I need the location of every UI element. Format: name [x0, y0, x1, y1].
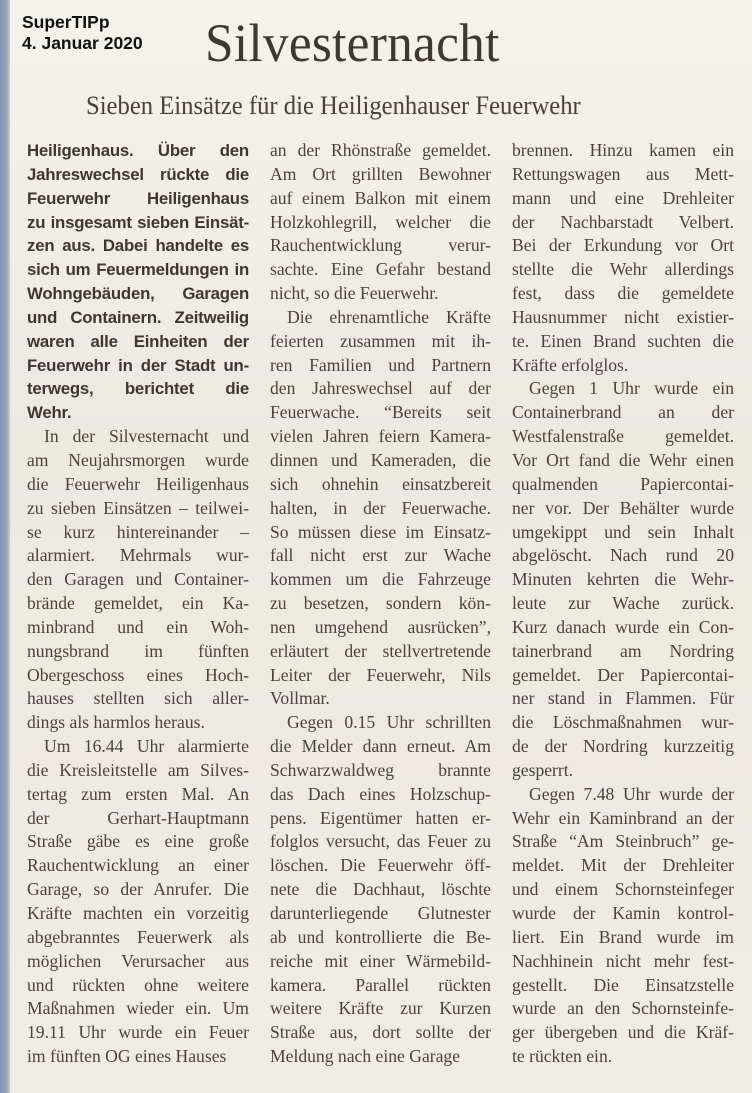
text-line: Jahreswechsel rückte die [27, 164, 249, 184]
text-line: wurde an den Schornsteinfe- [512, 998, 734, 1019]
text-line: die Melder dann erneut. Am [270, 736, 491, 757]
text-line: Meldung nach eine Garage [270, 1046, 461, 1067]
text-line: Vollmar. [270, 688, 330, 709]
text-line: minbrand und ein Woh- [27, 616, 249, 637]
text-line: Leiter der Feuerwehr, Nils [270, 664, 491, 685]
text-line: Gegen 1 Uhr wurde ein [529, 378, 734, 399]
publication-date: 4. Januar 2020 [22, 33, 143, 53]
text-line: mann und eine Drehleiter [512, 187, 734, 208]
text-line: die Feuerwehr Heiligenhaus [27, 473, 249, 494]
text-line: darunterliegende Glutnester [270, 903, 491, 923]
text-line: tertag zum ersten Mal. An [27, 783, 249, 804]
article-column-2 [270, 139, 491, 1069]
text-line: stellte die Wehr allerdings [512, 259, 734, 280]
text-line: alarmiert. Mehrmals wur- [27, 545, 249, 566]
text-line: meldet. Mit der Drehleiter [512, 855, 734, 876]
text-line: qualmenden Papiercontai- [512, 473, 734, 494]
text-line: sich um Feuermeldungen in [27, 260, 249, 280]
text-line: Maßnahmen wieder ein. Um [27, 998, 249, 1019]
text-line: So müssen diese im Einsatz- [270, 521, 491, 542]
text-line: Heiligenhaus. Über den [27, 141, 249, 160]
lead-paragraph [27, 139, 249, 425]
text-line: brände gemeldet, ein Ka- [27, 593, 249, 614]
text-line: ab und kontrollierte die Be- [270, 926, 491, 947]
text-line: gestellt. Die Einsatzstelle [512, 974, 734, 995]
text-line: Obergeschoss eines Hoch- [27, 664, 249, 685]
text-line: tainerbrand am Nordring [512, 640, 734, 661]
text-line: weitere Kräfte zur Kurzen [270, 998, 491, 1019]
text-line: de der Nordring kurzzeitig [512, 736, 734, 757]
text-line: und rückten ohne weitere [27, 974, 249, 995]
article-title: Silvesternacht [205, 13, 500, 73]
text-line: und einem Schornsteinfeger [512, 879, 734, 900]
text-line: Die ehrenamtliche Kräfte [287, 306, 491, 327]
text-line: der Nachbarstadt Velbert. [512, 211, 734, 232]
text-line: erläutert der stellvertretende [270, 640, 491, 661]
paragraph [27, 735, 249, 1069]
text-line: Um 16.44 Uhr alarmierte [44, 736, 249, 757]
text-line: vielen Jahren feiern Kamera- [270, 426, 491, 447]
paragraph [270, 139, 491, 306]
text-line: reiche mit einer Wärmebild- [270, 950, 491, 971]
text-line: folglos versucht, das Feuer zu [270, 831, 491, 852]
text-line: das Dach eines Holzschup- [270, 783, 491, 804]
text-line: gesperrt. [512, 759, 574, 780]
text-line: Straße aus, dort sollte der [270, 1022, 491, 1043]
text-line: Wehr. [27, 403, 72, 423]
text-line: ner stand in Flammen. Für [512, 688, 734, 709]
text-line: abgebranntes Feuerwerk als [27, 926, 249, 947]
text-line: am Neujahrsmorgen wurde [27, 449, 249, 470]
text-line: fall nicht erst zur Wache [270, 545, 491, 566]
text-line: nen umgehend ausrücken”, [270, 616, 491, 637]
text-line: Rauchentwicklung an einer [27, 855, 249, 876]
text-line: und Containern. Zeitweilig [27, 307, 249, 327]
text-line: te rückten ein. [512, 1046, 613, 1067]
text-line: Straße “Am Steinbruch” ge- [512, 831, 734, 852]
text-line: wurde der Kamin kontrol- [512, 903, 734, 923]
text-line: Feuerwache. “Bereits seit [270, 402, 491, 423]
text-line: die Kreisleitstelle am Silves- [27, 759, 249, 780]
paragraph [270, 711, 491, 1069]
text-line: zen aus. Dabei handelte es [27, 236, 249, 256]
text-line: Nachhinein nicht mehr fest- [512, 950, 734, 971]
article-column-1 [27, 139, 249, 1069]
text-line: an der Rhönstraße gemeldet. [270, 140, 491, 160]
paragraph [512, 783, 734, 1069]
text-line: te. Einen Brand suchten die [512, 330, 734, 351]
text-line: kommen um die Fahrzeuge [270, 569, 491, 590]
text-line: dinnen und Kameraden, die [270, 449, 491, 470]
article-column-3 [512, 139, 734, 1069]
text-line: ger übergeben und die Kräf- [512, 1022, 734, 1043]
text-line: Rettungswagen aus Mett- [512, 163, 734, 184]
text-line: zu besetzen, sondern kön- [270, 593, 491, 614]
text-line: gemeldet. Der Papiercontai- [512, 664, 734, 685]
text-line: Westfalenstraße gemeldet. [512, 426, 734, 447]
paragraph [270, 306, 491, 711]
text-line: Wohngebäuden, Garagen [27, 284, 249, 304]
text-line: abgelöscht. Nach rund 20 [512, 545, 734, 566]
text-line: Kräfte machten ein vorzeitig [27, 903, 249, 923]
text-line: dings als harmlos heraus. [27, 712, 205, 733]
text-line: Vor Ort fand die Wehr einen [512, 449, 734, 470]
text-line: nicht, so die Feuerwehr. [270, 283, 439, 304]
text-line: feierten zusammen mit ih- [270, 330, 491, 351]
paragraph [27, 425, 249, 735]
text-line: Feuerwehr in der Stadt un- [27, 355, 249, 375]
text-line: zu sieben Einsätzen – teilwei- [27, 497, 249, 518]
text-line: Gegen 7.48 Uhr wurde der [529, 783, 734, 804]
text-line: den Garagen und Container- [27, 569, 249, 590]
text-line: leute zur Wache zurück. [512, 593, 734, 614]
paragraph [512, 377, 734, 782]
text-line: terwegs, berichtet die [27, 379, 249, 399]
text-line: nungsbrand im fünften [27, 640, 249, 661]
text-line: Containerbrand an der [512, 402, 734, 423]
text-line: brennen. Hinzu kamen ein [512, 140, 734, 160]
paragraph [512, 139, 734, 377]
publication-name: SuperTIPp [22, 12, 110, 32]
text-line: nete die Dachhaut, löschte [270, 879, 491, 900]
text-line: auf einem Balkon mit einem [270, 187, 491, 208]
text-line: fest, dass die gemeldete [512, 283, 734, 304]
text-line: möglichen Verursacher aus [27, 950, 249, 971]
text-line: Minuten kehrten die Wehr- [512, 569, 734, 590]
text-line: Straße gäbe es eine große [27, 831, 249, 852]
text-line: den Jahreswechsel auf der [270, 378, 491, 399]
text-line: ner vor. Der Behälter wurde [512, 497, 734, 518]
text-line: Schwarzwaldweg brannte [270, 759, 491, 780]
text-line: pens. Eigentümer hatten er- [270, 807, 491, 828]
text-line: zu insgesamt sieben Einsät- [27, 212, 249, 232]
text-line: Holzkohlegrill, welcher die [270, 211, 491, 232]
text-line: se kurz hintereinander – [27, 521, 249, 542]
text-line: umgekippt und sein Inhalt [512, 521, 734, 542]
text-line: Kurz danach wurde ein Con- [512, 616, 734, 637]
text-line: Kräfte erfolglos. [512, 354, 629, 375]
text-line: Rauchentwicklung verur- [270, 235, 491, 256]
text-line: sich ohnehin einsatzbereit [270, 473, 491, 494]
text-line: Bei der Erkundung vor Ort [512, 235, 734, 256]
text-line: Am Ort grillten Bewohner [270, 163, 491, 184]
scan-edge [0, 0, 10, 1093]
text-line: die Löschmaßnahmen wur- [512, 712, 734, 733]
text-line: 19.11 Uhr wurde ein Feuer [27, 1022, 249, 1043]
text-line: der Gerhart-Hauptmann [27, 807, 249, 828]
source-label [22, 12, 143, 54]
text-line: ren Familien und Partnern [270, 354, 491, 375]
text-line: Garage, so der Anrufer. Die [27, 879, 249, 900]
text-line: im fünften OG eines Hauses [27, 1046, 227, 1067]
text-line: liert. Ein Brand wurde im [512, 926, 734, 947]
text-line: Feuerwehr Heiligenhaus [27, 188, 249, 208]
text-line: kamera. Parallel rückten [270, 974, 491, 995]
text-line: Hausnummer nicht existier- [512, 306, 734, 327]
text-line: löschen. Die Feuerwehr öff- [270, 855, 491, 876]
text-line: Gegen 0.15 Uhr schrillten [287, 712, 491, 733]
text-line: halten, in der Feuerwache. [270, 497, 491, 518]
text-line: waren alle Einheiten der [27, 331, 249, 351]
article-subtitle: Sieben Einsätze für die Heiligenhauser Feuerwehr [86, 90, 581, 120]
text-line: sachte. Eine Gefahr bestand [270, 259, 491, 280]
text-line: hauses stellten sich aller- [27, 688, 249, 709]
text-line: Wehr ein Kaminbrand an der [512, 807, 734, 828]
text-line: In der Silvesternacht und [44, 426, 249, 447]
